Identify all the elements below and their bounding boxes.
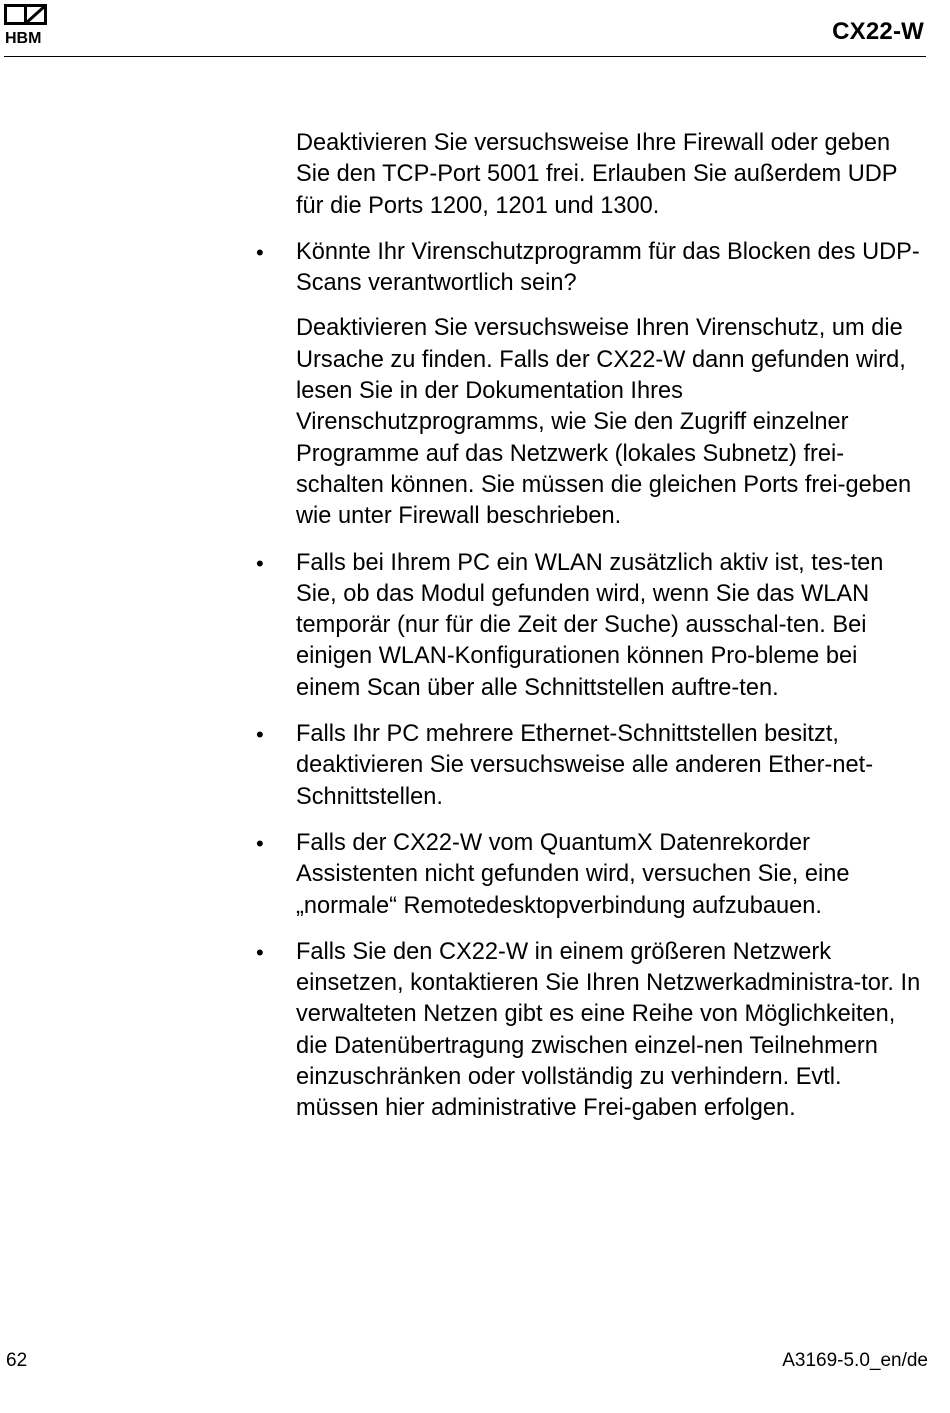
bullet-icon: • <box>256 239 264 265</box>
bullet-icon: • <box>256 830 264 856</box>
list-item-text: Falls bei Ihrem PC ein WLAN zusätzlich aktiv ist, tes-ten Sie, ob das Modul gefunden wird, wenn Sie das WLAN temporär (nur für die Zeit der Suche) ausschal-ten. Bei einigen WLAN-Konfigurationen können Pro-bleme bei einem Scan über alle Schnittstellen auftre-ten. <box>296 549 884 701</box>
bullet-icon: • <box>256 939 264 965</box>
page-footer <box>0 1350 950 1380</box>
paragraph-text: Deaktivieren Sie versuchsweise Ihre Firewall oder geben Sie den TCP-Port 5001 frei. Erlauben Sie außerdem UDP für die Ports 1200, 1201 und 1300. <box>296 130 898 219</box>
paragraph-firewall <box>0 128 926 222</box>
page-body <box>0 128 950 1140</box>
list-item-ethernet <box>0 719 926 813</box>
list-item-text: Könnte Ihr Virenschutzprogramm für das Blocken des UDP-Scans verantwortlich sein? <box>296 238 920 297</box>
document-code: A3169-5.0_en/de <box>782 1350 928 1371</box>
list-item-wlan <box>0 548 926 704</box>
document-title: CX22-W <box>832 18 924 45</box>
list-item-text: Falls Sie den CX22-W in einem größeren Netzwerk einsetzen, kontaktieren Sie Ihren Netzwerkadministra-tor. In verwalteten Netzen gibt es eine Reihe von Möglichkeiten, die Datenübertragung zwischen einzel-nen Teilnehmern einzuschränken oder vollständig zu verhindern. Evtl. müssen hier administrative Frei-gaben erfolgen. <box>296 938 921 1122</box>
hbm-logo <box>4 4 56 46</box>
paragraph-text: Deaktivieren Sie versuchsweise Ihren Virenschutz, um die Ursache zu finden. Falls der CX22-W dann gefunden wird, lesen Sie in der Dokumentation Ihres Virenschutzprogramms, wie Sie den Zugriff einzelner Programme auf das Netzwerk (lokales Subnetz) frei-schalten können. Sie müssen die gleichen Ports frei-geben wie unter Firewall beschrieben. <box>296 315 912 530</box>
paragraph-antivirus-detail <box>0 313 926 532</box>
page-number: 62 <box>6 1350 28 1371</box>
list-item-network-admin <box>0 937 926 1125</box>
list-item-remote-desktop <box>0 828 926 922</box>
bullet-icon: • <box>256 722 264 748</box>
logo-text: HBM <box>5 30 42 46</box>
list-item-text: Falls der CX22-W vom QuantumX Datenrekorder Assistenten nicht gefunden wird, versuchen Sie, eine „normale“ Remotedesktopverbindung aufzubauen. <box>296 829 850 919</box>
list-item-antivirus <box>0 237 926 300</box>
bullet-icon: • <box>256 550 264 576</box>
page-header <box>4 0 926 57</box>
list-item-text: Falls Ihr PC mehrere Ethernet-Schnittstellen besitzt, deaktivieren Sie versuchsweise alle anderen Ether-net-Schnittstellen. <box>296 721 874 810</box>
